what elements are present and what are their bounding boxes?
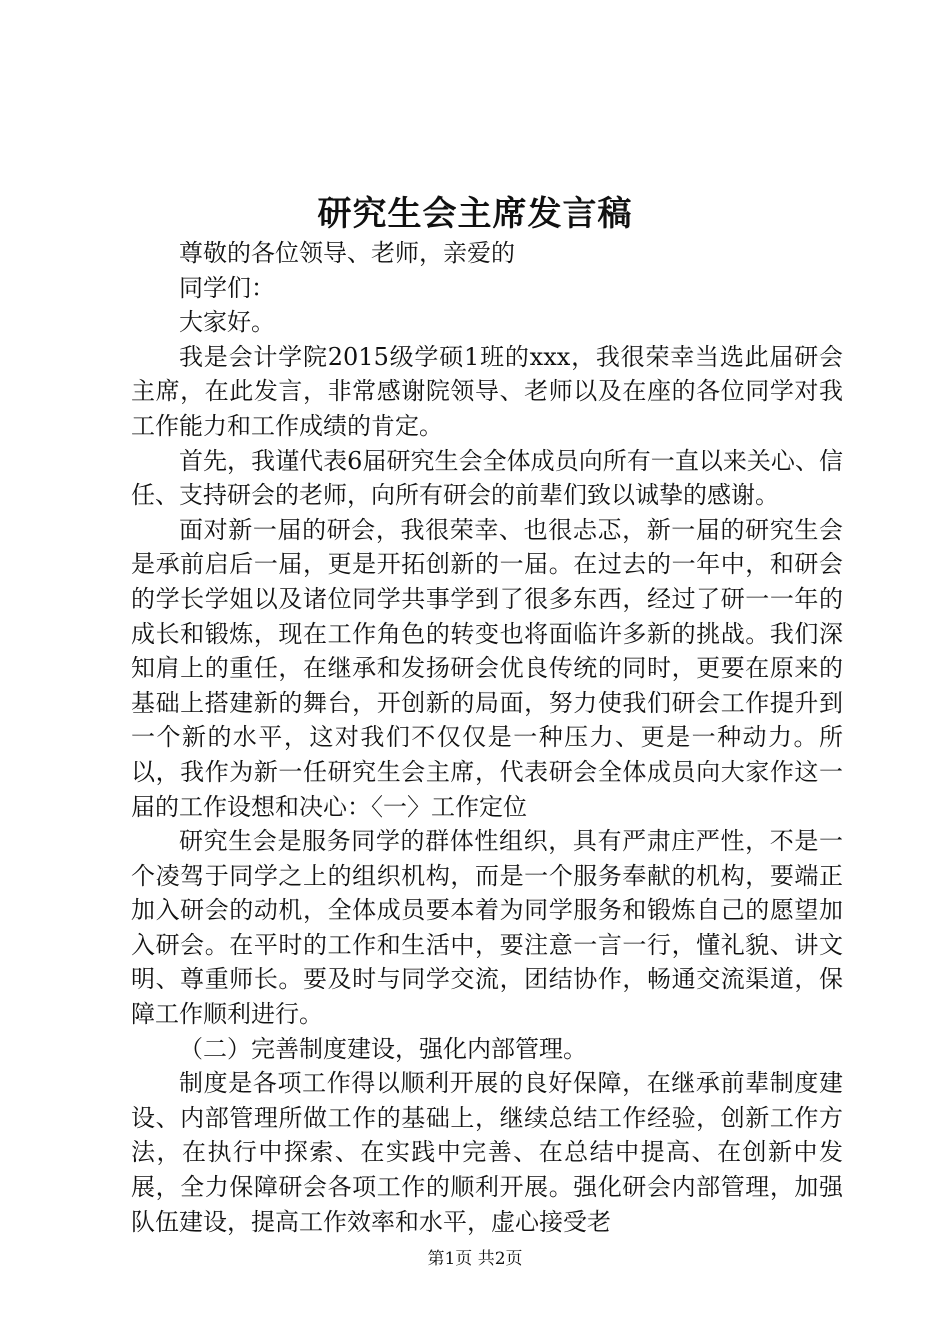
salutation-line-2: 同学们： xyxy=(179,273,275,302)
paragraph-positioning: 研究生会是服务同学的群体性组织，具有严肃庄严性，不是一个凌驾于同学之上的组织机构，而是一个服务奉献的机构，要端正加入研会的动机，全体成员要本着为同学服务和锻炼自己的愿望加入研会。在平时的工作和生活中，要注意一言一行，懂礼貌、讲文明、尊重师长。要及时与同学交流，团结协作，畅通交流渠道，保障工作顺利进行。 xyxy=(131,827,843,1029)
greeting: 大家好。 xyxy=(179,308,275,337)
paragraph-intro: 我是会计学院2015级学硕1班的xxx，我很荣幸当选此届研会主席，在此发言，非常感谢院领导、老师以及在座的各位同学对我工作能力和工作成绩的肯定。 xyxy=(131,342,843,440)
document-body xyxy=(131,236,843,1239)
paragraph-system: 制度是各项工作得以顺利开展的良好保障，在继承前辈制度建设、内部管理所做工作的基础上，继续总结工作经验，创新工作方法，在执行中探索、在实践中完善、在总结中提高、在创新中发展，全力保障研会各项工作的顺利开展。强化研会内部管理，加强队伍建设，提高工作效率和水平，虚心接受老 xyxy=(131,1069,843,1236)
paragraph-thanks: 首先，我谨代表6届研究生会全体成员向所有一直以来关心、信任、支持研会的老师，向所有研会的前辈们致以诚挚的感谢。 xyxy=(131,446,843,510)
salutation-line-1: 尊敬的各位领导、老师，亲爱的 xyxy=(179,239,515,267)
document-title: 研究生会主席发言稿 xyxy=(317,194,633,234)
section-heading-2: （二）完善制度建设，强化内部管理。 xyxy=(179,1034,587,1063)
paragraph-new-term: 面对新一届的研会，我很荣幸、也很忐忑，新一届的研究生会是承前启后一届，更是开拓创新的一届。在过去的一年中，和研会的学长学姐以及诸位同学共事学到了很多东西，经过了研一一年的成长和锻炼，现在工作角色的转变也将面临许多新的挑战。我们深知肩上的重任，在继承和发扬研会优良传统的同时，更要在原来的基础上搭建新的舞台，开创新的局面，努力使我们研会工作提升到一个新的水平，这对我们不仅仅是一种压力、更是一种动力。所以，我作为新一任研究生会主席，代表研会全体成员向大家作这一届的工作设想和决心：〈一〉工作定位 xyxy=(131,515,843,821)
page-number-footer: 第1页 共2页 xyxy=(427,1249,523,1269)
